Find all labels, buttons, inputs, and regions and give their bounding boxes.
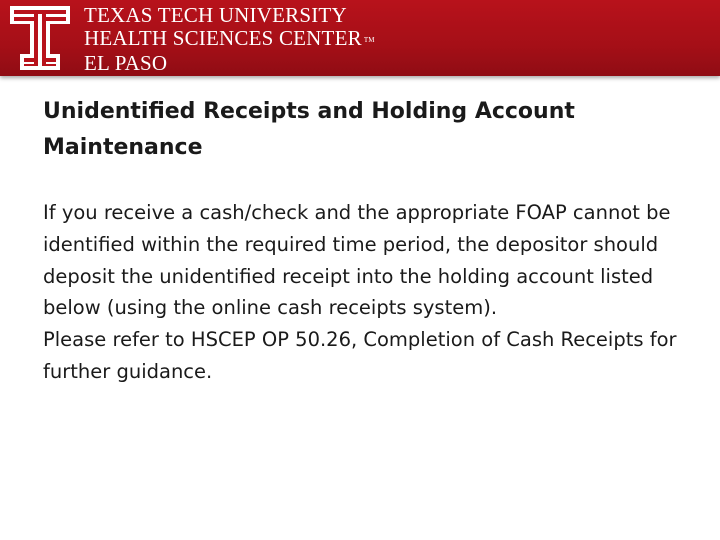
body-paragraph-1: If you receive a cash/check and the appropriate FOAP cannot be identified within the required time period, the depositor should deposit the unidentified receipt into the holding account listed below (using the online cash receipts system). — [43, 201, 671, 320]
university-name — [84, 4, 375, 75]
header-banner — [0, 0, 720, 76]
slide-title: Unidentified Receipts and Holding Account Maintenance — [43, 99, 575, 160]
university-line-3: EL PASO — [84, 50, 168, 75]
double-t-logo-icon — [8, 4, 72, 72]
slide-body — [43, 197, 703, 388]
university-line-2: HEALTH SCIENCES CENTER — [84, 26, 362, 50]
university-line-1: TEXAS TECH UNIVERSITY — [84, 3, 347, 27]
trademark: TM — [363, 35, 375, 44]
body-paragraph-2: Please refer to HSCEP OP 50.26, Completion of Cash Receipts for further guidance. — [43, 328, 677, 383]
